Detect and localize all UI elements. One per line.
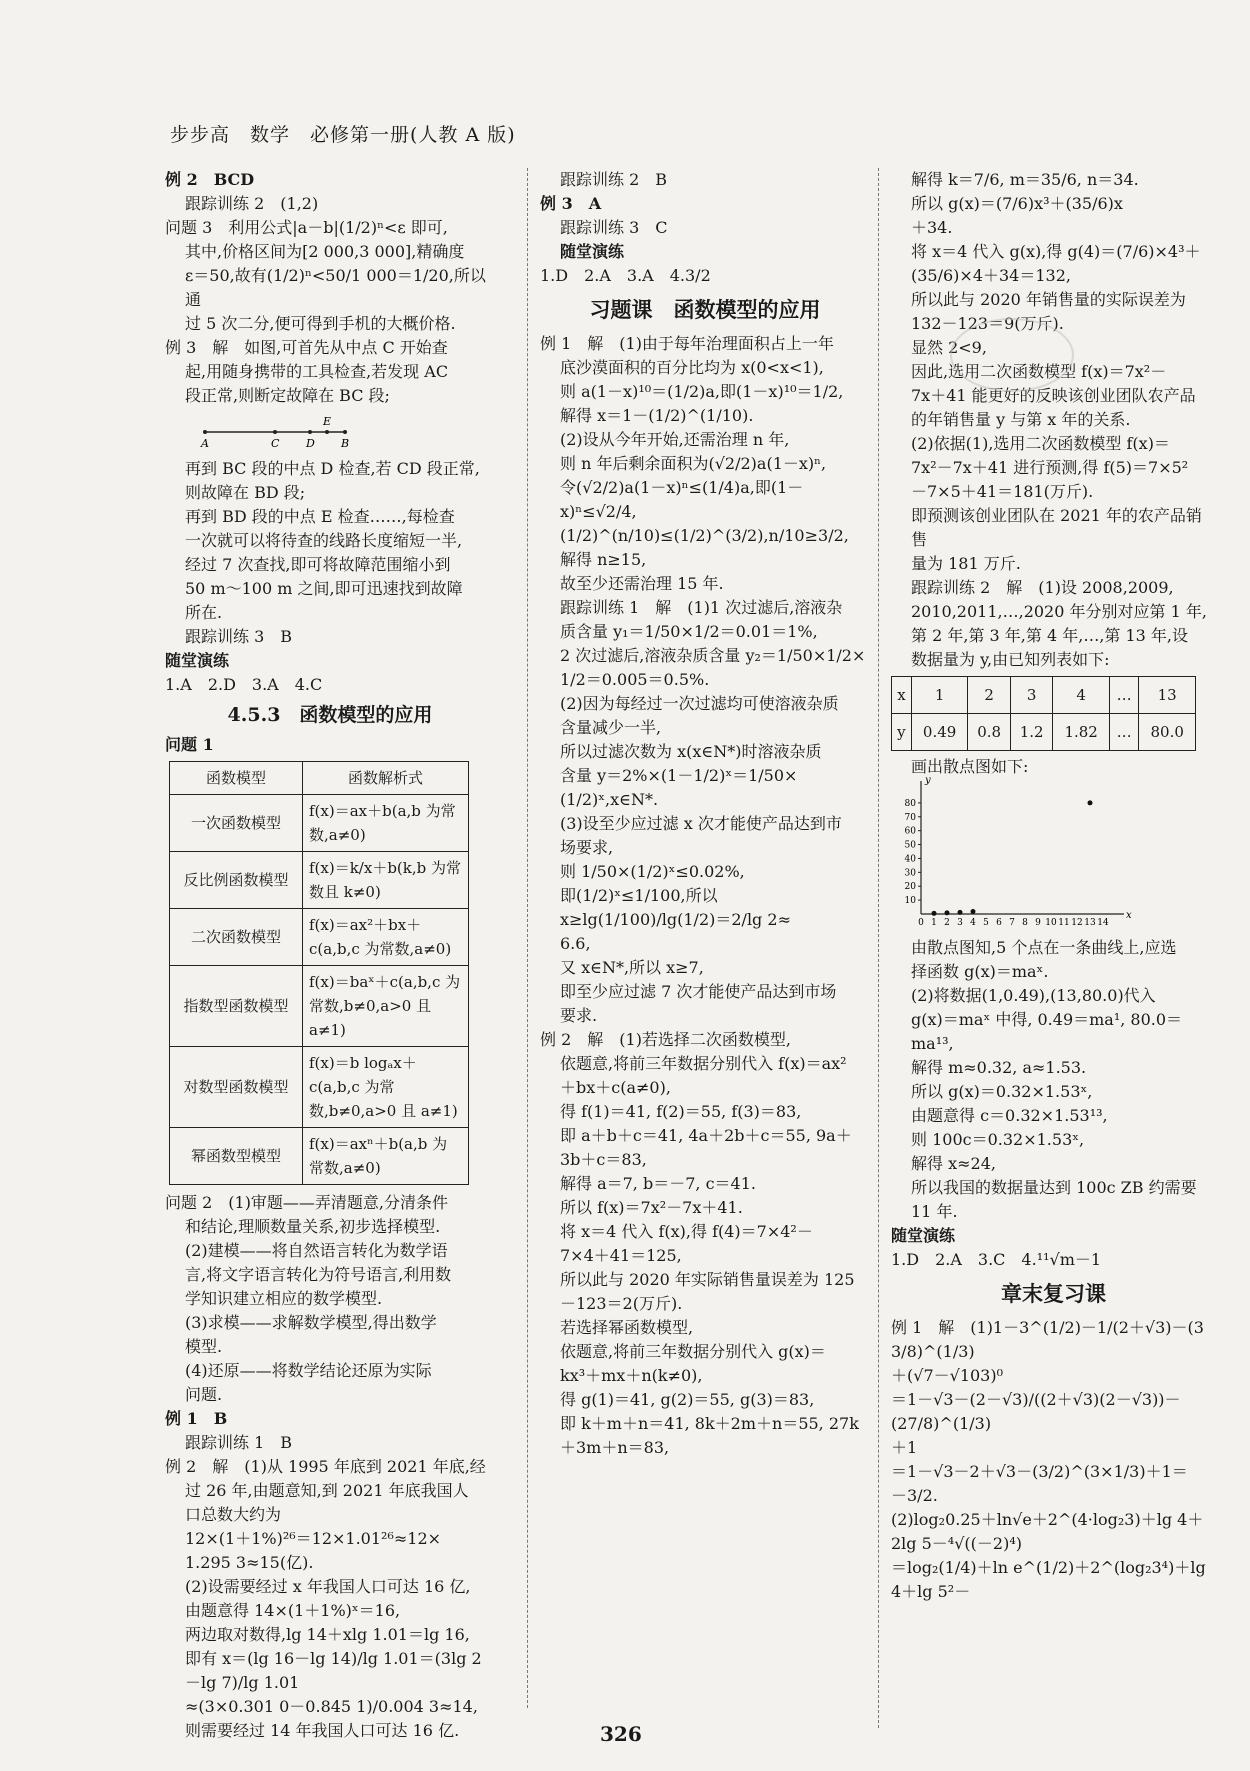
text-line: ＋34.	[911, 218, 953, 237]
data-cell: 0.8	[968, 714, 1011, 751]
text-line: 经过 7 次查找,即可将故障范围缩小到	[185, 555, 451, 574]
text-line: ≈(3×0.301 0－0.845 1)/0.004 3≈14,	[185, 1697, 478, 1716]
text-line: 模型.	[185, 1337, 223, 1356]
text-line: (3)求模——求解数学模型,得出数学	[185, 1313, 437, 1332]
text-line: (2)依据(1),选用二次函数模型 f(x)＝	[911, 434, 1170, 453]
text-line: 12×(1＋1%)²⁶＝12×1.01²⁶≈12×	[185, 1529, 442, 1548]
text-line: 再到 BD 段的中点 E 检查……,每检查	[185, 507, 455, 526]
text-line: 即 a＋b＋c＝41, 4a＋2b＋c＝55, 9a＋3b＋c＝83,	[560, 1126, 852, 1169]
model-name-cell: 二次函数模型	[170, 909, 303, 966]
y-tick-label: 80	[904, 798, 916, 809]
text-line: 解得 m≈0.32, a≈1.53.	[911, 1058, 1087, 1077]
text-line: 则 1/50×(1/2)ˣ≤0.02%,	[560, 862, 745, 881]
text-line: 底沙漠面积的百分比均为 x(0<x<1),	[560, 358, 824, 377]
text-line: ＋bx＋c(a≠0),	[560, 1078, 671, 1097]
data-cell: 3	[1010, 677, 1053, 714]
text-line: 跟踪训练 3 B	[185, 627, 293, 646]
text-line: 所以 g(x)＝(7/6)x³＋(35/6)x	[911, 194, 1123, 213]
col2-body	[540, 332, 870, 1460]
x-tick-label: 7	[1009, 918, 1015, 928]
page-number: 326	[600, 1722, 642, 1746]
y-tick-label: 40	[904, 854, 916, 865]
segment-label-e: E	[323, 415, 332, 428]
data-point	[945, 910, 950, 915]
text-line: 得 f(1)＝41, f(2)＝55, f(3)＝83,	[560, 1102, 802, 1121]
data-point	[1088, 800, 1093, 805]
text-line: (2)log₂0.25＋ln√e＋2^(4·log₂3)＋lg 4＋	[891, 1510, 1204, 1529]
text-line: 由题意得 c＝0.32×1.53¹³,	[911, 1106, 1108, 1125]
section-title-453: 4.5.3 函数模型的应用	[227, 704, 433, 726]
text-line: 问题 2 (1)审题——弄清题意,分清条件	[165, 1193, 449, 1212]
text-line: 则 a(1－x)¹⁰＝(1/2)a,即(1－x)¹⁰＝1/2,	[560, 382, 844, 401]
text-line: 随堂演练	[165, 651, 230, 670]
col3-after-plot	[891, 936, 1216, 1272]
text-line: 所以 g(x)＝0.32×1.53ˣ,	[911, 1082, 1093, 1101]
formula-cell: f(x)＝ax＋b(a,b 为常数,a≠0)	[303, 795, 469, 852]
data-cell: 0.49	[911, 714, 968, 751]
text-line: 问题 3 利用公式|a－b|(1/2)ⁿ<ε 即可,	[165, 218, 448, 237]
table-header-formula: 函数解析式	[303, 762, 469, 795]
text-line: ε＝50,故有(1/2)ⁿ<50/1 000＝1/20,所以通	[185, 266, 486, 309]
text-line: 例 1 解 (1)1－3^(1/2)－1/(2＋√3)－(3 3/8)^(1/3)	[891, 1318, 1210, 1361]
text-line: g(x)＝maˣ 中得, 0.49＝ma¹, 80.0＝ma¹³,	[911, 1010, 1183, 1053]
text-line: －7×5＋41＝181(万斤).	[911, 482, 1094, 501]
text-line: 依题意,将前三年数据分别代入 f(x)＝ax²	[560, 1054, 847, 1073]
text-line: 的年销售量 y 与第 x 年的关系.	[911, 410, 1131, 429]
y-tick-label: 70	[904, 812, 916, 823]
section-title-exercise: 习题课 函数模型的应用	[589, 297, 821, 322]
x-tick-label: 3	[957, 918, 963, 928]
text-line: 例 1 B	[165, 1409, 228, 1428]
text-line: 言,将文字语言转化为符号语言,利用数	[185, 1265, 452, 1284]
text-line: 所以我国的数据量达到 100c ZB 约需要	[911, 1178, 1197, 1197]
text-line: －123＝2(万斤).	[560, 1294, 683, 1313]
text-line: (2)因为每经过一次过滤均可使溶液杂质	[560, 694, 839, 713]
text-line: 含量减少一半,	[560, 718, 662, 737]
text-line: (4)还原——将数学结论还原为实际	[185, 1361, 432, 1380]
x-tick-label: 12	[1071, 918, 1083, 928]
text-line: 跟踪训练 1 B	[185, 1433, 293, 1452]
text-line: 即 k＋m＋n＝41, 8k＋2m＋n＝55, 27k＋3m＋n＝83,	[560, 1414, 859, 1457]
text-line: 解得 a＝7, b＝－7, c＝41.	[560, 1174, 756, 1193]
text-line: (35/6)×4＋34＝132,	[911, 266, 1071, 285]
text-line: 7x²－7x＋41 进行预测,得 f(5)＝7×5²	[911, 458, 1189, 477]
col1-tail	[165, 1191, 495, 1743]
segment-label-d: D	[306, 437, 315, 450]
text-line: kx³＋mx＋n(k≠0),	[560, 1366, 703, 1385]
formula-cell: f(x)＝b logₐx＋c(a,b,c 为常数,b≠0,a>0 且 a≠1)	[303, 1047, 469, 1128]
text-line: ＋(√7－√103)⁰	[891, 1366, 1004, 1385]
text-line: 过 5 次二分,便可得到手机的大概价格.	[185, 314, 456, 333]
formula-cell: f(x)＝baˣ＋c(a,b,c 为常数,b≠0,a>0 且 a≠1)	[303, 966, 469, 1047]
text-line: 132－123＝9(万斤).	[911, 314, 1064, 333]
text-line: 解得 x≈24,	[911, 1154, 996, 1173]
x-tick-label: 1	[931, 918, 937, 928]
table-row	[892, 714, 1196, 751]
text-line: 第 2 年,第 3 年,第 4 年,…,第 13 年,设	[911, 626, 1189, 645]
text-line: ＋1	[891, 1438, 918, 1457]
x-tick-label: 9	[1035, 918, 1041, 928]
text-line: 6.6,	[560, 934, 591, 953]
text-line: －3/2.	[891, 1486, 938, 1505]
text-line: 将 x＝4 代入 f(x),得 f(4)＝7×4²－	[560, 1222, 813, 1241]
table-row	[170, 852, 469, 909]
text-line: 得 g(1)＝41, g(2)＝55, g(3)＝83,	[560, 1390, 815, 1409]
y-axis-label: y	[925, 775, 931, 786]
text-line: 则需要经过 14 年我国人口可达 16 亿.	[185, 1721, 460, 1740]
text-line: 例 2 BCD	[165, 170, 255, 189]
text-line: 50 m～100 m 之间,即可迅速找到故障	[185, 579, 463, 598]
segment-diagram	[195, 414, 355, 448]
text-line: 若选择幂函数模型,	[560, 1318, 694, 1337]
col1-post	[165, 457, 495, 697]
text-line: 两边取对数得,lg 14＋xlg 1.01＝lg 16,	[185, 1625, 470, 1644]
data-point	[971, 909, 976, 914]
text-line: 随堂演练	[560, 242, 625, 261]
data-cell: …	[1109, 714, 1138, 751]
text-line: 即(1/2)ˣ≤1/100,所以 x≥lg(1/100)/lg(1/2)＝2/lg 2≈	[560, 886, 791, 929]
text-line: 解得 x＝1－(1/2)^(1/10).	[560, 406, 754, 425]
text-line: 又 x∈N*,所以 x≥7,	[560, 958, 704, 977]
data-cell: x	[892, 677, 912, 714]
text-line: 量为 181 万斤.	[911, 554, 1021, 573]
x-tick-label: 0	[918, 918, 924, 928]
text-line: 跟踪训练 2 B	[560, 170, 668, 189]
text-line: 1.295 3≈15(亿).	[185, 1553, 314, 1572]
segment-label-c: C	[271, 437, 280, 450]
text-line: (2)设从今年开始,还需治理 n 年,	[560, 430, 790, 449]
data-table	[891, 676, 1196, 751]
text-line: 则 100c＝0.32×1.53ˣ,	[911, 1130, 1085, 1149]
x-tick-label: 2	[944, 918, 950, 928]
data-point	[958, 910, 963, 915]
text-line: 要求.	[560, 1006, 598, 1025]
text-line: 则故障在 BD 段;	[185, 483, 306, 502]
table-row	[170, 795, 469, 852]
text-line: 跟踪训练 3 C	[560, 218, 668, 237]
y-tick-label: 20	[904, 882, 916, 893]
x-tick-label: 6	[996, 918, 1002, 928]
x-tick-label: 4	[970, 918, 976, 928]
data-cell: 1.82	[1053, 714, 1110, 751]
text-line: 则 n 年后剩余面积为(√2/2)a(1－x)ⁿ,	[560, 454, 827, 473]
text-line: 例 3 A	[540, 194, 602, 213]
text-line: 将 x＝4 代入 g(x),得 g(4)＝(7/6)×4³＋	[911, 242, 1201, 261]
col3-tail	[891, 1316, 1216, 1604]
text-line: 所以此与 2020 年销售量的实际误差为	[911, 290, 1186, 309]
formula-cell: f(x)＝ax²＋bx＋c(a,b,c 为常数,a≠0)	[303, 909, 469, 966]
text-line: 例 1 解 (1)由于每年治理面积占上一年	[540, 334, 834, 353]
text-line: 11 年.	[911, 1202, 958, 1221]
text-line: 起,用随身携带的工具检查,若发现 AC	[185, 362, 449, 381]
text-line: 2 次过滤后,溶液杂质含量 y₂＝1/50×1/2×	[560, 646, 866, 665]
text-line: 跟踪训练 2 解 (1)设 2008,2009,	[911, 578, 1174, 597]
function-model-table	[169, 761, 469, 1185]
model-name-cell: 反比例函数模型	[170, 852, 303, 909]
x-tick-label: 10	[1045, 918, 1057, 928]
text-line: 解得 k＝7/6, m＝35/6, n＝34.	[911, 170, 1139, 189]
x-tick-label: 8	[1022, 918, 1028, 928]
page-header: 步步高 数学 必修第一册(人教 A 版)	[170, 124, 516, 146]
text-line: 数据量为 y,由已知列表如下:	[911, 650, 1110, 669]
table-header-model: 函数模型	[170, 762, 303, 795]
text-line: 随堂演练	[891, 1226, 956, 1245]
text-line: 学知识建立相应的数学模型.	[185, 1289, 383, 1308]
column-right	[878, 168, 1216, 1728]
col3-body	[891, 168, 1216, 672]
text-line: (2)设需要经过 x 年我国人口可达 16 亿,	[185, 1577, 471, 1596]
table-row	[170, 909, 469, 966]
text-line: 例 2 解 (1)若选择二次函数模型,	[540, 1030, 792, 1049]
text-line: 口总数大约为	[185, 1505, 282, 1524]
text-line: 2lg 5－⁴√((－2)⁴)	[891, 1534, 1022, 1553]
text-line: 场要求,	[560, 838, 614, 857]
scatter-caption: 画出散点图如下:	[911, 757, 1029, 776]
x-tick-label: 13	[1084, 918, 1096, 928]
text-line: (2)将数据(1,0.49),(13,80.0)代入	[911, 986, 1156, 1005]
table-row	[892, 677, 1196, 714]
col1-pre	[165, 168, 495, 408]
text-line: 例 2 解 (1)从 1995 年底到 2021 年底,经	[165, 1457, 486, 1476]
data-cell: 2	[968, 677, 1011, 714]
text-line: 即预测该创业团队在 2021 年的农产品销售	[911, 506, 1202, 549]
table-row	[170, 1128, 469, 1185]
formula-cell: f(x)＝axⁿ＋b(a,b 为常数,a≠0)	[303, 1128, 469, 1185]
text-line: 即有 x＝(lg 16－lg 14)/lg 1.01＝(3lg 2－lg 7)/lg 1.01	[185, 1649, 482, 1692]
segment-label-b: B	[341, 437, 350, 450]
text-line: 7×4＋41＝125,	[560, 1246, 682, 1265]
text-line: 解得 n≥15,	[560, 550, 647, 569]
y-tick-label: 50	[904, 840, 916, 851]
text-line: 问题.	[185, 1385, 223, 1404]
text-line: 跟踪训练 1 解 (1)1 次过滤后,溶液杂	[560, 598, 843, 617]
text-line: 依题意,将前三年数据分别代入 g(x)＝	[560, 1342, 826, 1361]
text-line: 含量 y＝2%×(1－1/2)ˣ＝1/50×	[560, 766, 798, 785]
text-line: 1.A 2.D 3.A 4.C	[165, 675, 323, 694]
text-line: 由散点图知,5 个点在一条曲线上,应选	[911, 938, 1177, 957]
data-cell: 1	[911, 677, 968, 714]
formula-cell: f(x)＝k/x＋b(k,b 为常数且 k≠0)	[303, 852, 469, 909]
text-line: 由题意得 14×(1＋1%)ˣ＝16,	[185, 1601, 401, 1620]
text-line: 故至少还需治理 15 年.	[560, 574, 724, 593]
text-line: 和结论,理顺数量关系,初步选择模型.	[185, 1217, 441, 1236]
data-point	[932, 911, 937, 916]
text-line: 令(√2/2)a(1－x)ⁿ≤(1/4)a,即(1－x)ⁿ≤√2/4,	[560, 478, 804, 521]
text-line: (3)设至少应过滤 x 次才能使产品达到市	[560, 814, 842, 833]
text-line: 质含量 y₁＝1/50×1/2＝0.01＝1%,	[560, 622, 818, 641]
text-line: 1.D 2.A 3.A 4.3/2	[540, 266, 711, 285]
text-line: 7x＋41 能更好的反映该创业团队农产品	[911, 386, 1196, 405]
question-1-label: 问题 1	[165, 735, 214, 754]
text-line: 择函数 g(x)＝maˣ.	[911, 962, 1049, 981]
text-line: 所在.	[185, 603, 223, 622]
text-line: 一次就可以将待查的线路长度缩短一半,	[185, 531, 463, 550]
y-tick-label: 60	[904, 826, 916, 837]
model-name-cell: 指数型函数模型	[170, 966, 303, 1047]
model-name-cell: 幂函数型模型	[170, 1128, 303, 1185]
x-tick-label: 14	[1097, 918, 1109, 928]
text-line: 过 26 年,由题意知,到 2021 年底我国人	[185, 1481, 469, 1500]
y-tick-label: 30	[904, 868, 916, 879]
x-axis-label: x	[1126, 910, 1132, 921]
text-line: 显然 2<9,	[911, 338, 987, 357]
text-line: 所以 f(x)＝7x²－7x＋41.	[560, 1198, 743, 1217]
data-cell: …	[1109, 677, 1138, 714]
text-line: 所以过滤次数为 x(x∈N*)时溶液杂质	[560, 742, 822, 761]
segment-label-a: A	[201, 437, 209, 450]
text-line: 例 3 解 如图,可首先从中点 C 开始查	[165, 338, 448, 357]
column-left	[165, 168, 495, 1743]
section-title-review: 章末复习课	[1001, 1281, 1106, 1306]
data-cell: 13	[1139, 677, 1196, 714]
col2-top	[540, 168, 870, 288]
table-row	[170, 1047, 469, 1128]
text-line: 跟踪训练 2 (1,2)	[185, 194, 319, 213]
watermark-stamp	[950, 318, 1074, 392]
text-line: 因此,选用二次函数模型 f(x)＝7x²－	[911, 362, 1167, 381]
text-line: 1.D 2.A 3.C 4.¹¹√m－1	[891, 1250, 1102, 1269]
data-cell: 4	[1053, 677, 1110, 714]
y-tick-label: 10	[904, 896, 916, 907]
text-line: (2)建模——将自然语言转化为数学语	[185, 1241, 448, 1260]
text-line: (1/2)^(n/10)≤(1/2)^(3/2),n/10≥3/2,	[560, 526, 849, 545]
text-line: ＝1－√3－2＋√3－(3/2)^(3×1/3)＋1＝	[891, 1462, 1188, 1481]
data-cell: 1.2	[1010, 714, 1053, 751]
text-line: 所以此与 2020 年实际销售量误差为 125	[560, 1270, 855, 1289]
text-line: 即至少应过滤 7 次才能使产品达到市场	[560, 982, 837, 1001]
model-name-cell: 一次函数模型	[170, 795, 303, 852]
text-line: 再到 BC 段的中点 D 检查,若 CD 段正常,	[185, 459, 480, 478]
data-cell: 80.0	[1139, 714, 1196, 751]
text-line: ＝log₂(1/4)＋ln e^(1/2)＋2^(log₂3⁴)＋lg 4＋lg 5²－	[891, 1558, 1211, 1601]
model-name-cell: 对数型函数模型	[170, 1047, 303, 1128]
x-tick-label: 5	[983, 918, 989, 928]
column-middle	[527, 168, 870, 1708]
text-line: ＝1－√3－(2－√3)/((2＋√3)(2－√3))－(27/8)^(1/3)	[891, 1390, 1181, 1433]
table-row	[170, 966, 469, 1047]
data-cell: y	[892, 714, 912, 751]
text-line: (1/2)ˣ,x∈N*.	[560, 790, 659, 809]
text-line: 2010,2011,…,2020 年分别对应第 1 年,	[911, 602, 1207, 621]
x-tick-label: 11	[1058, 918, 1070, 928]
text-line: 其中,价格区间为[2 000,3 000],精确度	[185, 242, 465, 261]
text-line: 1/2＝0.005＝0.5%.	[560, 670, 710, 689]
scatter-plot	[891, 775, 1132, 929]
text-line: 段正常,则断定故障在 BC 段;	[185, 386, 390, 405]
